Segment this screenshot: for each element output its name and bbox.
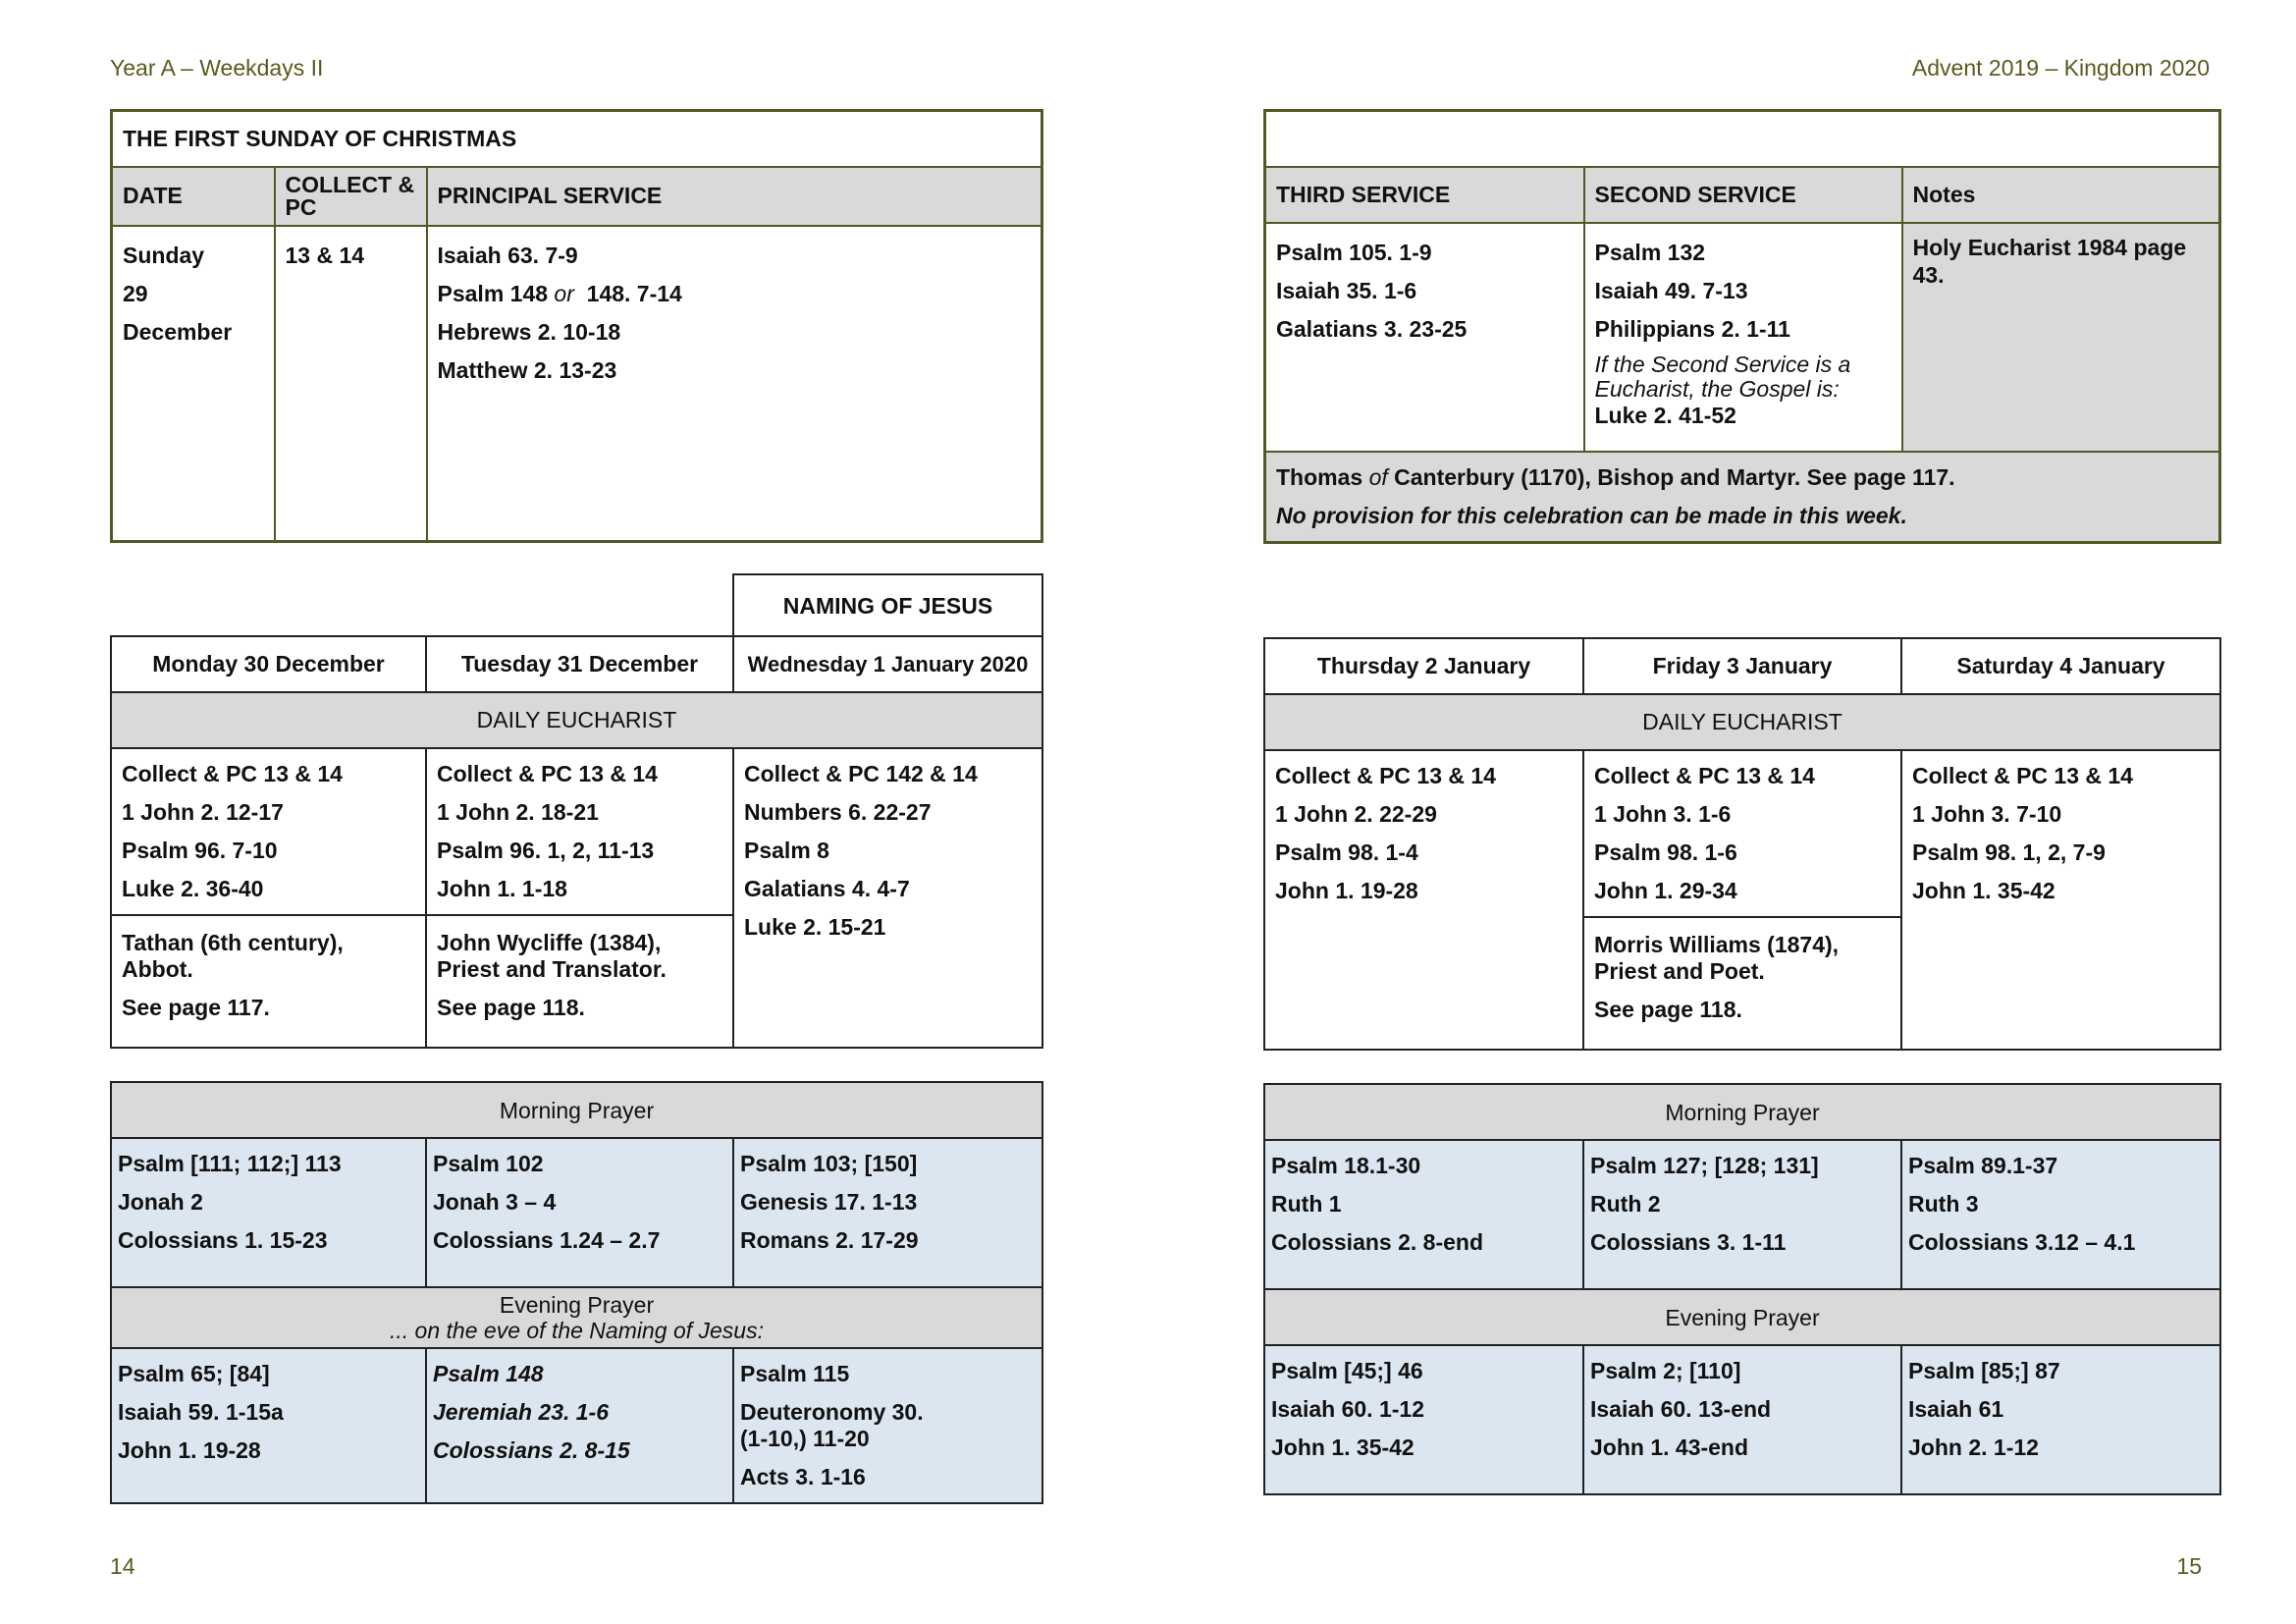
col-principal-header: PRINCIPAL SERVICE xyxy=(427,167,1042,226)
evening-prayer-band: Evening Prayer xyxy=(1264,1289,2220,1345)
tuesday-morning-prayer: Psalm 102 Jonah 3 – 4 Colossians 1.24 – 2.7 xyxy=(426,1138,733,1287)
friday-commemoration: Morris Williams (1874), Priest and Poet. See page 118. xyxy=(1583,917,1901,1050)
right-daily-eucharist-table xyxy=(1263,637,2221,1051)
reading: Isaiah 49. 7-13 xyxy=(1594,277,1748,303)
naming-of-jesus-heading: NAMING OF JESUS xyxy=(732,573,1043,640)
col-third-header: THIRD SERVICE xyxy=(1265,167,1584,223)
saturday-evening-prayer: Psalm [85;] 87 Isaiah 61 John 2. 1-12 xyxy=(1901,1345,2220,1494)
reading: Hebrews 2. 10-18 xyxy=(437,318,621,345)
friday-morning-prayer: Psalm 127; [128; 131] Ruth 2 Colossians 3. 1-11 xyxy=(1583,1140,1901,1289)
day-header-saturday: Saturday 4 January xyxy=(1901,638,2220,694)
day-header-thursday: Thursday 2 January xyxy=(1264,638,1583,694)
monday-evening-prayer: Psalm 65; [84] Isaiah 59. 1-15a John 1. 19-28 xyxy=(111,1348,426,1503)
col-second-header: SECOND SERVICE xyxy=(1584,167,1902,223)
wednesday-evening-prayer: Psalm 115 Deuteronomy 30. (1-10,) 11-20 Acts 3. 1-16 xyxy=(733,1348,1042,1503)
sunday-principal-cell xyxy=(427,226,1042,542)
notes-cell: Holy Eucharist 1984 page 43. xyxy=(1902,223,2220,452)
monday-morning-prayer: Psalm [111; 112;] 113 Jonah 2 Colossians 1. 15-23 xyxy=(111,1138,426,1287)
friday-readings: Collect & PC 13 & 14 1 John 3. 1-6 Psalm 98. 1-6 John 1. 29-34 xyxy=(1583,750,1901,917)
sunday-title: THE FIRST SUNDAY OF CHRISTMAS xyxy=(112,111,1042,167)
saturday-readings: Collect & PC 13 & 14 1 John 3. 7-10 Psalm 98. 1, 2, 7-9 John 1. 35-42 xyxy=(1901,750,2220,1050)
page-number-left: 14 xyxy=(110,1553,135,1579)
thursday-morning-prayer: Psalm 18.1-30 Ruth 1 Colossians 2. 8-end xyxy=(1264,1140,1583,1289)
reading: Matthew 2. 13-23 xyxy=(437,356,617,383)
wednesday-readings: Collect & PC 142 & 14 Numbers 6. 22-27 Psalm 8 Galatians 4. 4-7 Luke 2. 15-21 xyxy=(733,748,1042,1048)
tuesday-readings: Collect & PC 13 & 14 1 John 2. 18-21 Psalm 96. 1, 2, 11-13 John 1. 1-18 xyxy=(426,748,733,915)
reading: Isaiah 63. 7-9 xyxy=(437,242,578,268)
reading-psalm: Psalm 148 or 148. 7-14 xyxy=(437,280,682,306)
tuesday-evening-prayer: Psalm 148 Jeremiah 23. 1-6 Colossians 2. 8-15 xyxy=(426,1348,733,1503)
col-collect-header: COLLECT & PC xyxy=(275,167,427,226)
col-notes-header: Notes xyxy=(1902,167,2220,223)
running-header-left: Year A – Weekdays II xyxy=(110,55,324,81)
daily-eucharist-band: DAILY EUCHARIST xyxy=(111,692,1042,748)
sunday-other-services-table xyxy=(1263,109,2221,544)
day-header-friday: Friday 3 January xyxy=(1583,638,1901,694)
commemoration-text: Thomas of Canterbury (1170), Bishop and Martyr. See page 117. xyxy=(1276,463,1955,490)
morning-prayer-band: Morning Prayer xyxy=(111,1082,1042,1138)
left-daily-eucharist-table xyxy=(110,635,1043,1049)
wednesday-morning-prayer: Psalm 103; [150] Genesis 17. 1-13 Romans 2. 17-29 xyxy=(733,1138,1042,1287)
day-header-tuesday: Tuesday 31 December xyxy=(426,636,733,692)
saturday-morning-prayer: Psalm 89.1-37 Ruth 3 Colossians 3.12 – 4.1 xyxy=(1901,1140,2220,1289)
date-line: 29 xyxy=(123,280,148,306)
commemoration-note: No provision for this celebration can be made in this week. xyxy=(1276,502,1907,528)
daily-eucharist-band: DAILY EUCHARIST xyxy=(1264,694,2220,750)
monday-readings: Collect & PC 13 & 14 1 John 2. 12-17 Psalm 96. 7-10 Luke 2. 36-40 xyxy=(111,748,426,915)
second-service-cell xyxy=(1584,223,1902,452)
second-service-gospel: Luke 2. 41-52 xyxy=(1594,402,1736,428)
third-service-cell xyxy=(1265,223,1584,452)
col-date-header: DATE xyxy=(112,167,275,226)
friday-evening-prayer: Psalm 2; [110] Isaiah 60. 13-end John 1. 43-end xyxy=(1583,1345,1901,1494)
reading: Isaiah 35. 1-6 xyxy=(1276,277,1417,303)
left-prayer-table xyxy=(110,1081,1043,1504)
blank-title-row xyxy=(1265,111,2220,167)
thursday-readings: Collect & PC 13 & 14 1 John 2. 22-29 Psalm 98. 1-4 John 1. 19-28 xyxy=(1264,750,1583,1050)
second-service-note: If the Second Service is a Eucharist, the Gospel is: xyxy=(1594,351,1851,402)
page-number-right: 15 xyxy=(2176,1553,2202,1579)
sunday-collect-cell: 13 & 14 xyxy=(275,226,427,542)
date-line: Sunday xyxy=(123,242,205,268)
evening-prayer-band: Evening Prayer ... on the eve of the Naming of Jesus: xyxy=(111,1287,1042,1348)
monday-commemoration: Tathan (6th century), Abbot. See page 117. xyxy=(111,915,426,1048)
date-line: December xyxy=(123,318,233,345)
sunday-date-cell xyxy=(112,226,275,542)
reading: Psalm 132 xyxy=(1594,239,1706,265)
sunday-principal-table xyxy=(110,109,1043,543)
right-prayer-table xyxy=(1263,1083,2221,1495)
thursday-evening-prayer: Psalm [45;] 46 Isaiah 60. 1-12 John 1. 35-42 xyxy=(1264,1345,1583,1494)
day-header-monday: Monday 30 December xyxy=(111,636,426,692)
running-header-right: Advent 2019 – Kingdom 2020 xyxy=(1911,55,2210,81)
morning-prayer-band: Morning Prayer xyxy=(1264,1084,2220,1140)
reading: Psalm 105. 1-9 xyxy=(1276,239,1432,265)
reading: Galatians 3. 23-25 xyxy=(1276,315,1468,342)
commemoration-footer xyxy=(1265,452,2220,543)
day-header-wednesday: Wednesday 1 January 2020 xyxy=(733,636,1042,692)
tuesday-commemoration: John Wycliffe (1384), Priest and Translator. See page 118. xyxy=(426,915,733,1048)
reading: Philippians 2. 1-11 xyxy=(1594,315,1790,342)
